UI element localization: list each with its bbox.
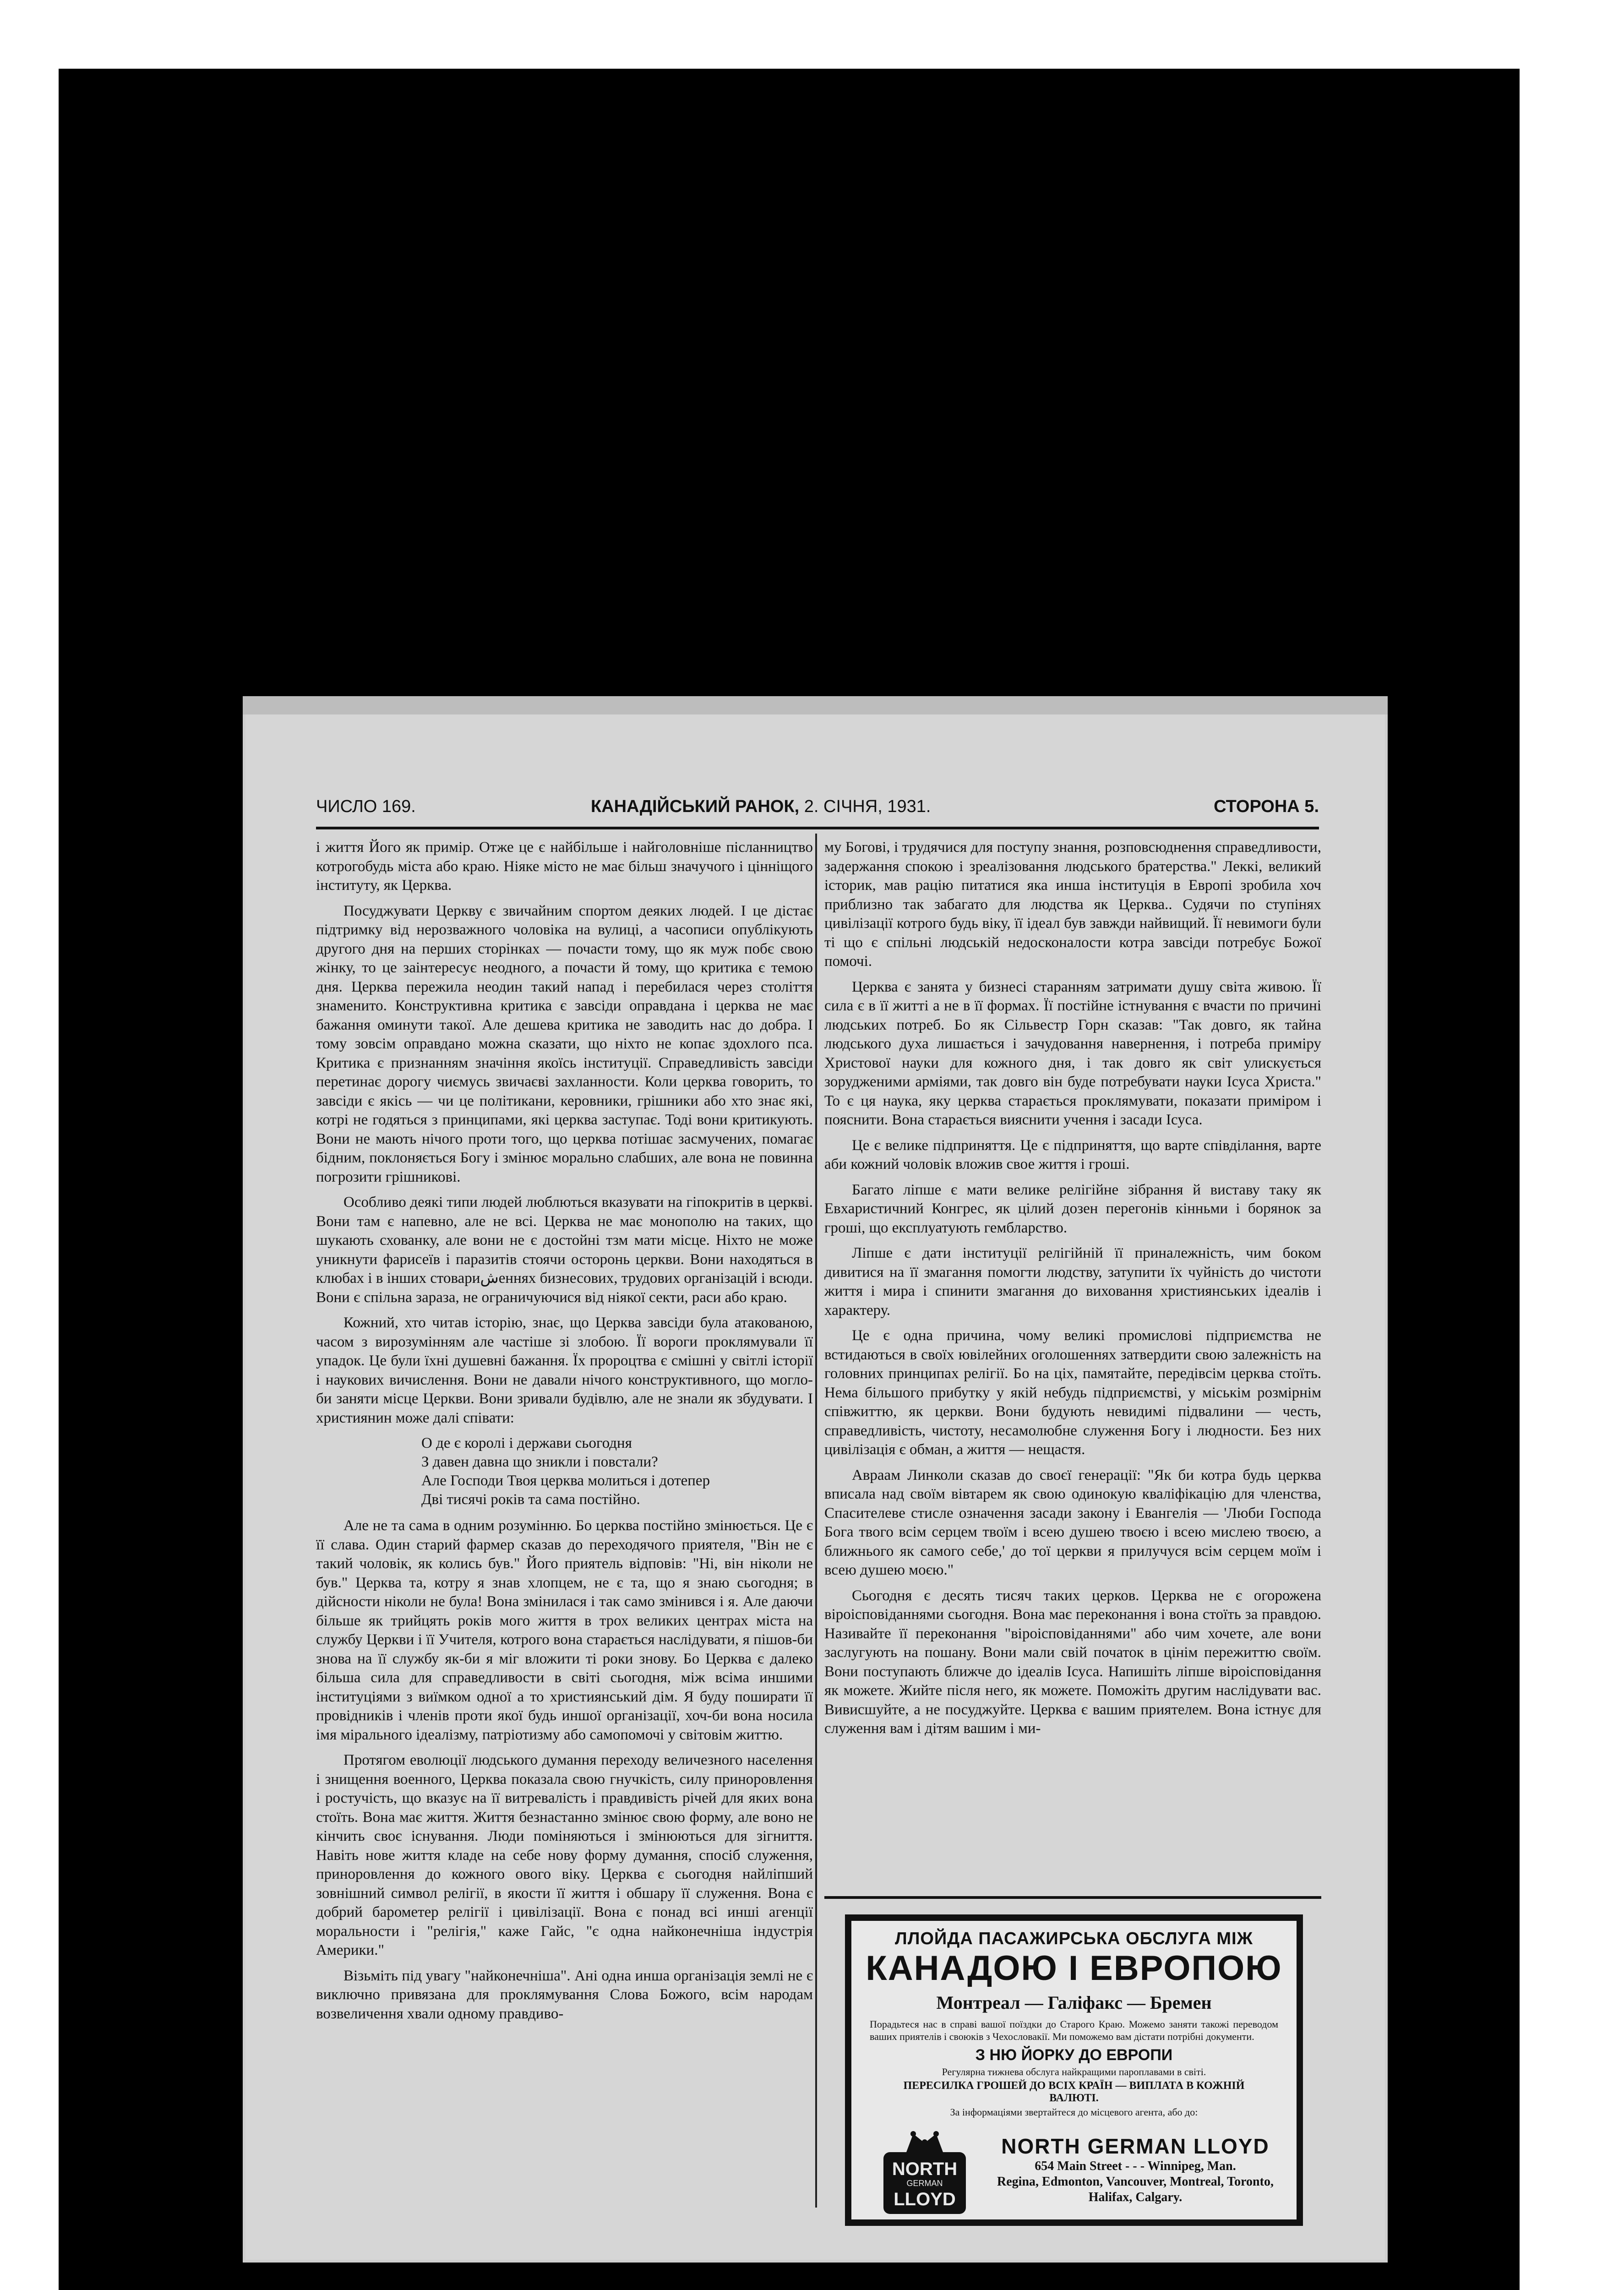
poem-line: О де є королі і держави сьогодня: [421, 1435, 632, 1451]
poem: [421, 1434, 813, 1509]
ad-title: КАНАДОЮ І ЕВРОПОЮ: [866, 1949, 1282, 1988]
paragraph: Це є одна причина, чому великі промислові підприємства не встидаються в своїх ювілейних оголошеннях затвердити свою залежність на головних принципах релігії. Бо на ціх, памятайте, передівсім церква стоїть. Нема більшого прибутку у якій небудь підприємстві, у міськім розмірнім співжиттю, як церкви. Вони будують невидимі підвалини — честь, справедливість, чистоту, несамолюбне служення Богу і людности. Без них цивілізація є обман, а життя — нещастя.: [824, 1327, 1321, 1458]
company-branches: Regina, Edmonton, Vancouver, Montreal, Toronto, Halifax, Calgary.: [997, 2175, 1274, 2204]
issue-number: ЧИСЛО 169.: [316, 797, 416, 816]
ad-route: Монтреал — Галіфакс — Бремен: [936, 1992, 1212, 2013]
column-divider: [815, 834, 817, 2208]
advertisement-rule: [824, 1896, 1321, 1899]
paragraph: Кожний, хто читав історію, знає, що Церква завсіди була атакованою, часом з вирозумінням але частіше зі злобою. Її вороги проклямували її упадок. Це були їхні душевні бажання. Їх пророцтва є смішні у світлі історії і наукових вичислення. Вони не давали нічого конструктивного, що могло-би заняти місце Церкви. Вони зривали будівлю, але не знали як збудувати. І християнин може далі співати:: [316, 1314, 813, 1426]
paragraph: Але не та сама в одним розумінню. Бо церква постійно змінюється. Це є її слава. Один старий фармер сказав до переходячого приятеля, "Він не є такий чоловік, як колись був." Його приятель відповів: "Ні, він ніколи не був." Церква та, котру я знав хлопцем, не є та, що я знаю сьогодня; в дійсности ніколи не була! Вона змінилася і так само змінився і я. Але даючи більше як трийцять років мого життя в трох великих центрах міста на службу Церкви і її Учителя, котрого вона старається наслідувати, я пішов-би знова на її службу як-би я міг вложити ті роки знову. Бо Церква є далеко більша сила для справедливости в світі сьогодня, між всіма иншими інституціями з виїмком одної а то християнський дім. Я буду поширати її провідників і членів проти якої будь иншої організації, хоч-би вона носила імя мірального ідеалізму, патріотизму або самопомочі у світовім життю.: [316, 1517, 813, 1743]
ad-money-transfer: ПЕРЕСИЛКА ГРОШЕЙ ДО ВСІХ КРАЇН — ВИПЛАТА В КОЖНІЙ ВАЛЮТІ.: [903, 2080, 1245, 2104]
issue-date: 2. СІЧНЯ, 1931.: [804, 797, 931, 816]
paragraph: Авраам Линколи сказав до своєї генерації: "Як би котра будь церква вписала над своїм вівтарем як свою одинокую кваліфікацію для членства, Спасителеве стисле означення засади закону і Евангелія — 'Люби Господа Бога твого всім серцем твоїм і всею душею твоєю і всею мислею твоєю, а ближнього як самого себе,' до тої церкви я прилучуся всім серцем моїм і всею душею моєю.": [824, 1467, 1321, 1578]
page-header: [316, 797, 1319, 820]
right-column: [824, 838, 1321, 1745]
page-top-edge: [243, 696, 1388, 714]
paragraph: Церква є занята у бизнесі старанням затримати душу світа живою. Її сила є в її житті а не в її формах. Її постійне істнування є вчасти по причині людських потреб. Бо як Сільвестр Горн сказав: "Так довго, як тайна людського духа лишається і зачудовання навернення, і потреба приміру Христової науки для кожного дня, і так довго як світ улискується зорудженими арміями, так довго він буде потребувати науки Ісуса Христа." То є ця наука, яку церква старається проклямувати, показати приміром і пояснити. Вона старається вияснити учення і засади Ісуса.: [824, 978, 1321, 1128]
header-rule: [316, 827, 1319, 829]
paper-name: КАНАДІЙСЬКИЙ РАНОК,: [591, 797, 800, 816]
paragraph: Ліпше є дати інституції релігійній її приналежність, чим боком дивитися на її змагання помогти людству, затупити їх чуйність до чистоти життя і мира і спинити змагання до виховання християнських ідеалів і характеру.: [824, 1245, 1321, 1319]
poem-line: Але Господи Твоя церква молиться і дотепер: [421, 1472, 710, 1489]
paragraph: Протягом еволюції людського думання переходу величезного населення і знищення военного, Церква показала свою гнучкість, силу приноровлення і ростучість, що вказує на її витревалість і правдивість річей для яких вона стоїть. Вона має життя. Життя безнастанно змінює свою форму, але воно не кінчить своє існування. Люди поміняються і змінюються для зігниття. Навіть нове життя кладе на себе нову форму думання, спосіб служення, приноровлення до кожного ового віку. Церква є сьогодня найліпший зовнішний символ релігії, в якости її життя і обшару її служення. Вона є добрий барометер релігії і цивілізації. Вона є понад всі инші агенції моральности і "релігія," каже Гайс, "є одна найконечніша індустрія Америки.": [316, 1752, 813, 1958]
newspaper-page: [243, 696, 1388, 2263]
poem-line: З давен давна що зникли і повстали?: [421, 1454, 658, 1470]
page-number: СТОРОНА 5.: [1214, 797, 1319, 816]
ad-body-text: Порадьтеся нас в справі вашої поїздки до Старого Краю. Можемо заняти такожі переводом ваших приятелів і своюків з Чехословакії. Ми поможемо вам дістати потрібні документи.: [870, 2018, 1278, 2042]
company-address: 654 Main Street - - - Winnipeg, Man.: [1035, 2159, 1236, 2173]
logo-text-mid: GERMAN: [906, 2179, 943, 2188]
ad-headline: ЛЛОЙДА ПАСАЖИРСЬКА ОБСЛУГА МІЖ: [895, 1929, 1253, 1948]
paragraph: Це є велике підприняття. Це є підприняття, що варте співділання, варте аби кожний чоловік вложив свое життя і гроші.: [824, 1137, 1321, 1172]
paragraph: му Богові, і трудячися для поступу знання, розповсюднення справедливости, задержання спокою і зреалізовання людського братерства." Леккі, великий історик, мав рацію питатися яка инша інституція в Европі зробила хоч приблизно так забагато для людства як Церква.. Судячи по ступінях цивілізації котрого будь віку, її ідеал був завжди найвищий. Її невимоги були ті що є спільні людській недосконалости котра завсіди потребує Божої помочі.: [824, 839, 1321, 970]
company-name: NORTH GERMAN LLOYD: [1001, 2134, 1270, 2158]
paragraph: і життя Його як примір. Отже це є найбільше і найголовніше післанництво котрогобудь міста або краю. Ніяке місто не має більш значучого і цінніщого інституту, як Церква.: [316, 839, 813, 894]
paragraph: Сьогодня є десять тисяч таких церков. Церква не є огорожена віроісповіданнями сьогодня. Вона має переконання і вона стоїть за правдою. Називайте її переконання "віроісповіданнями" або чим хочете, але вони заслугують на пошану. Вони мали свій початок в цінім пережиттю своїм. Вони поступають ближче до ідеалів Ісуса. Напишіть ліпше віроісповідання як можете. Жийте після него, як можете. Поможіть другим наслідувати вас. Вивисшуйте, а не посуджуйте. Церква є вашим приятелем. Вона істнує для служення вам і дітям вашим і ми-: [824, 1587, 1321, 1737]
ad-subheading: З НЮ ЙОРКУ ДО ЕВРОПИ: [975, 2046, 1173, 2064]
ad-contact-note: За інформаціями звертайтеся до місцевого агента, або до:: [950, 2106, 1198, 2118]
paragraph: Особливо деякі типи людей люблються вказувати на гіпокритів в церкві. Вони там є напевно, але не всі. Церква не має монополю на таких, що шукають схованку, але вони не є достойні тзм мати місце. Ніхто не може уникнути фарисеїв і паразитів стоячи осторонь церкви. Вони находяться в клюбах і в інших стовариشеннях бизнесових, трудових організацій і всюди. Вони є спільна зараза, не ограничуючися від ніякої секти, раси або краю.: [316, 1194, 813, 1306]
company-block: [980, 2134, 1291, 2205]
masthead: [591, 797, 931, 817]
lloyd-advertisement: [845, 1914, 1303, 2226]
paragraph: Посуджувати Церкву є звичайним спортом деяких людей. І це дістає підтримку від нерозважного чоловіка на вулиці, а часописи опублікують другого дня на перших сторінках — почасти тому, що як муж побє свою жінку, то це заінтересує неодного, а почасти й тому, що критика є темою дня. Церква пережила неодин такий напад і перебилася через століття знаменито. Конструктивна критика є завсіди оправдана і церква не має бажання оминути такої. Але дешева критика не заводить нас до добра. І тому зовсім оправдано можна сказати, що ніхто не копає здохлого пса. Критика є признанням значіння якоїсь інституції. Справедливість завсіди перетинає дорогу чиємусь звичаєві захланности. Коли церква говорить, то завсіди є якісь — чи це політикани, керовники, грішники або хто знає які, котрі не годяться з принципами, які церква заступає. Тоді вони критикують. Вони не мають нічого проти того, що церква потішає засмучених, помагає бідним, поклоняється Богу і змінює морально слабших, але вона не повинна погрозити грішникові.: [316, 902, 813, 1185]
left-column: [316, 838, 813, 2030]
lloyd-logo-icon: [879, 2129, 970, 2216]
ad-service-text: Регулярна тижнева обслуга найкращими пароплавами в світі.: [942, 2066, 1206, 2077]
paragraph: Багато ліпше є мати велике релігійне зібрання й виставу таку як Евхаристичний Конгрес, як цілий дозен перегонів кінньми і борянок за гроші, що експлуатують гембларство.: [824, 1181, 1321, 1236]
poem-line: Дві тисячі років та сама постійно.: [421, 1491, 640, 1508]
logo-text-top: NORTH: [892, 2159, 958, 2179]
paragraph: Візьміть під увагу "найконечніша". Ані одна инша організація землі не є виключно привязана для проклямування Слова Божого, всім народам возвеличення хвали одному правдиво-: [316, 1967, 813, 2022]
logo-text-bottom: LLOYD: [894, 2189, 956, 2209]
